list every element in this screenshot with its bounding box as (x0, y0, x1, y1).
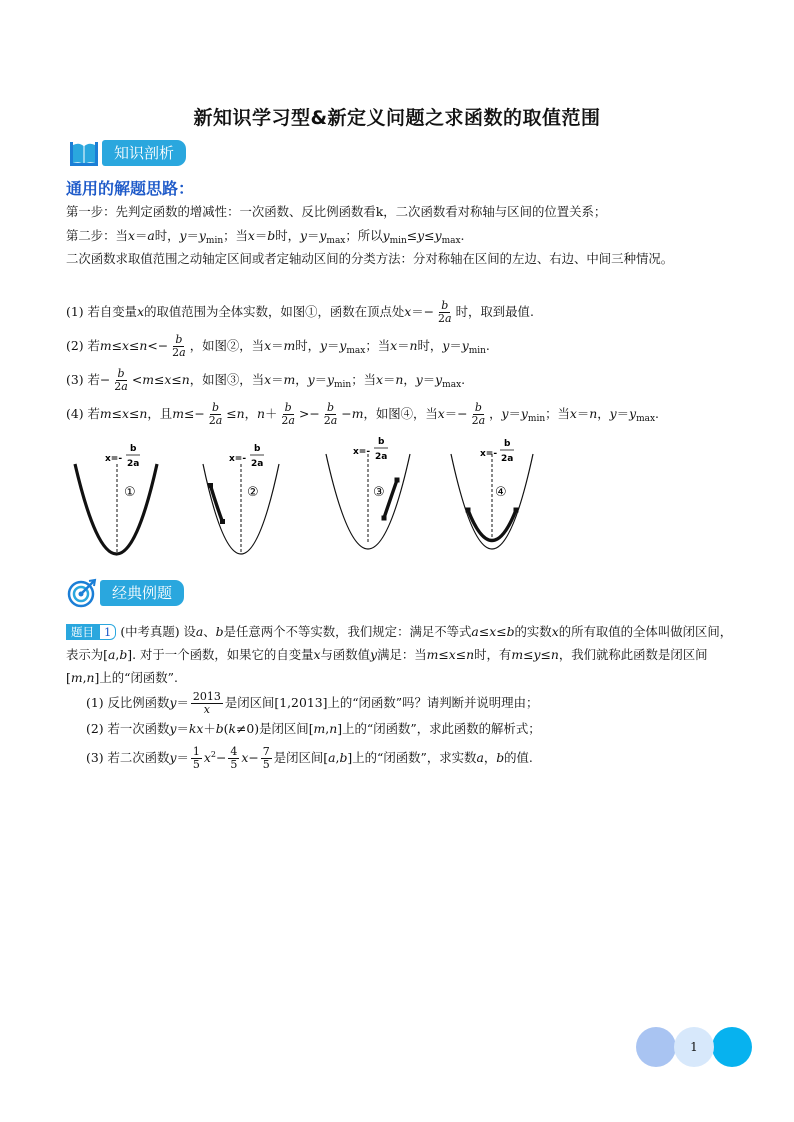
text: 上的“闭函数”吗？请判断并说明理由； (327, 695, 539, 710)
text: (3) 若二次函数 (86, 750, 170, 766)
text: 是闭区间 (259, 721, 309, 736)
badge-circle-left (636, 1027, 676, 1067)
figure-marker: ① (124, 485, 136, 500)
text: (4) 若 (66, 406, 100, 421)
text: ，我们就称此函数是闭区间 (558, 647, 708, 662)
text: (1) 若自变量 (66, 304, 138, 319)
text: 的值. (504, 750, 533, 766)
text: (2) 若一次函数 (86, 721, 170, 736)
text: 的所有取值的全体叫做闭区间，表示为 (66, 624, 733, 662)
text: 时， (275, 228, 301, 243)
text: ，如图③，当 (189, 372, 265, 387)
figure-4 (451, 439, 533, 549)
figure-3 (326, 437, 410, 549)
figure-1 (75, 444, 157, 554)
text: (1) 反比例函数 (86, 695, 170, 710)
badge-circle-right (712, 1027, 752, 1067)
question-2: (2) 若一次函数y＝kx＋b(k≠0)是闭区间[m,n]上的“闭函数”，求此函数的解析式； (86, 721, 541, 736)
case-3: (3) 若− $\frac{b}{2a}$ <m≤x≤n，如图③，当x＝m，$y=y_{min}$；当x＝n，$y=y_{max}$. (66, 367, 466, 393)
page-title: 新知识学习型&新定义问题之求函数的取值范围 (193, 107, 601, 129)
book-icon (68, 138, 100, 168)
text: ；当 (223, 228, 248, 243)
text: (2) 若 (66, 338, 100, 353)
text: ，如图④，当 (363, 406, 438, 421)
paragraph-classification: 二次函数求取值范围之动轴定区间或者定轴动区间的分类方法：分对称轴在区间的左边、右边、中间三种情况。 (66, 251, 674, 266)
parabola-figures (60, 434, 540, 569)
text: 时， (417, 338, 443, 353)
axis-label: x=- (353, 447, 371, 457)
frac-num: b (254, 444, 261, 454)
frac-num: b (130, 444, 137, 454)
frac-den: 2a (375, 452, 388, 462)
text: ，如图②，当 (189, 338, 265, 353)
frac-den: 2a (127, 459, 140, 469)
case-1: (1) 若自变量x的取值范围为全体实数，如图①，函数在顶点处x＝− $\frac{b}{2a}$ 时，取到最值. (66, 299, 534, 325)
step-1: 第一步：先判定函数的增减性：一次函数、反比例函数看k，二次函数看对称轴与区间的位置关系； (66, 204, 607, 219)
text: 的取值范围为全体实数，如图①，函数在顶点处 (144, 304, 405, 319)
text: 的实数 (514, 624, 552, 639)
case-2: (2) 若m≤x≤n<− $\frac{b}{2a}$ ，如图②，当x＝m时，$y=y_{max}$；当x＝n时，$y=y_{min}$. (66, 333, 490, 359)
text: 上的“闭函数”. (99, 670, 178, 685)
page-number-badge (636, 1027, 752, 1067)
text: 第二步：当 (66, 228, 128, 243)
figure-2 (203, 444, 279, 554)
text: 是闭区间 (273, 750, 324, 766)
text: 时，有 (474, 647, 512, 662)
text: ；当 (351, 372, 377, 387)
text: 满足：当 (377, 647, 427, 662)
text: 上的“闭函数”，求实数 (352, 750, 477, 766)
section-header-examples (66, 578, 184, 608)
question-1: (1) 反比例函数y＝ $\frac{2013}{x}$ 是闭区间[1,2013]上的“闭函数”吗？请判断并说明理由； (86, 690, 539, 716)
axis-label: x=- (105, 454, 123, 464)
text: ，且 (147, 406, 173, 421)
figure-marker: ③ (373, 485, 385, 500)
text: ；当 (365, 338, 391, 353)
section-header-knowledge (68, 138, 186, 168)
text: ；所以 (345, 228, 383, 243)
axis-label: x=- (229, 454, 247, 464)
page-number: 1 (674, 1027, 714, 1067)
text: 时， (295, 338, 320, 353)
frac-num: b (378, 437, 385, 447)
text: . 对于一个函数，如果它的自变量 (132, 647, 314, 662)
text: ；当 (545, 406, 570, 421)
text: 是任意两个不等实数，我们规定：满足不等式 (223, 624, 472, 639)
question-3: (3) 若二次函数y＝ $\frac{1}{5}$ $x^2-$ $\frac{4}{5}$ x− $\frac{7}{5}$ 是闭区间[a,b]上的“闭函数”，求实数a，b的值. (86, 745, 533, 772)
text: 上的“闭函数”，求此函数的解析式； (342, 721, 541, 736)
section-label: 知识剖析 (102, 140, 186, 166)
step-2: 第二步：当x＝a时，$y=y_{min}$；当x＝b时，$y=y_{max}$；所以$y_{min}\le y\le y_{max}$. (66, 228, 465, 246)
target-icon (66, 578, 98, 608)
frac-num: b (504, 439, 511, 449)
text: 时，取到最值. (455, 304, 534, 319)
axis-label: x=- (480, 449, 498, 459)
frac-den: 2a (501, 454, 514, 464)
text: 时， (154, 228, 180, 243)
strategy-heading: 通用的解题思路： (66, 179, 195, 198)
example-problem: 题目 1 (中考真题) 设a、b是任意两个不等实数，我们规定：满足不等式a≤x≤b的实数x的所有取值的全体叫做闭区间，表示为[a,b]. 对于一个函数，如果它的自变量x与函数值y满足：当m≤x≤n时，有m≤y≤n，我们就称此函数是闭区间[m,n]上的“闭函数”. (66, 624, 733, 685)
section-label: 经典例题 (100, 580, 184, 606)
text: (中考真题) 设 (120, 624, 196, 639)
case-4: (4) 若m≤x≤n，且m≤− $\frac{b}{2a}$ ≤n，n＋ $\frac{b}{2a}$ >− $\frac{b}{2a}$ −m，如图④，当x＝− $\frac{b}{2a}$ ，$y=y_{min}$；当x＝n，$y=y_{max}$. (66, 401, 659, 427)
question-tag: 题目 (66, 624, 99, 640)
text: 是闭区间 (224, 695, 275, 710)
text: (3) 若 (66, 372, 100, 387)
question-number: 1 (99, 624, 116, 640)
figure-marker: ④ (495, 485, 507, 500)
figure-marker: ② (247, 485, 259, 500)
frac-den: 2a (251, 459, 264, 469)
text: 与函数值 (320, 647, 371, 662)
